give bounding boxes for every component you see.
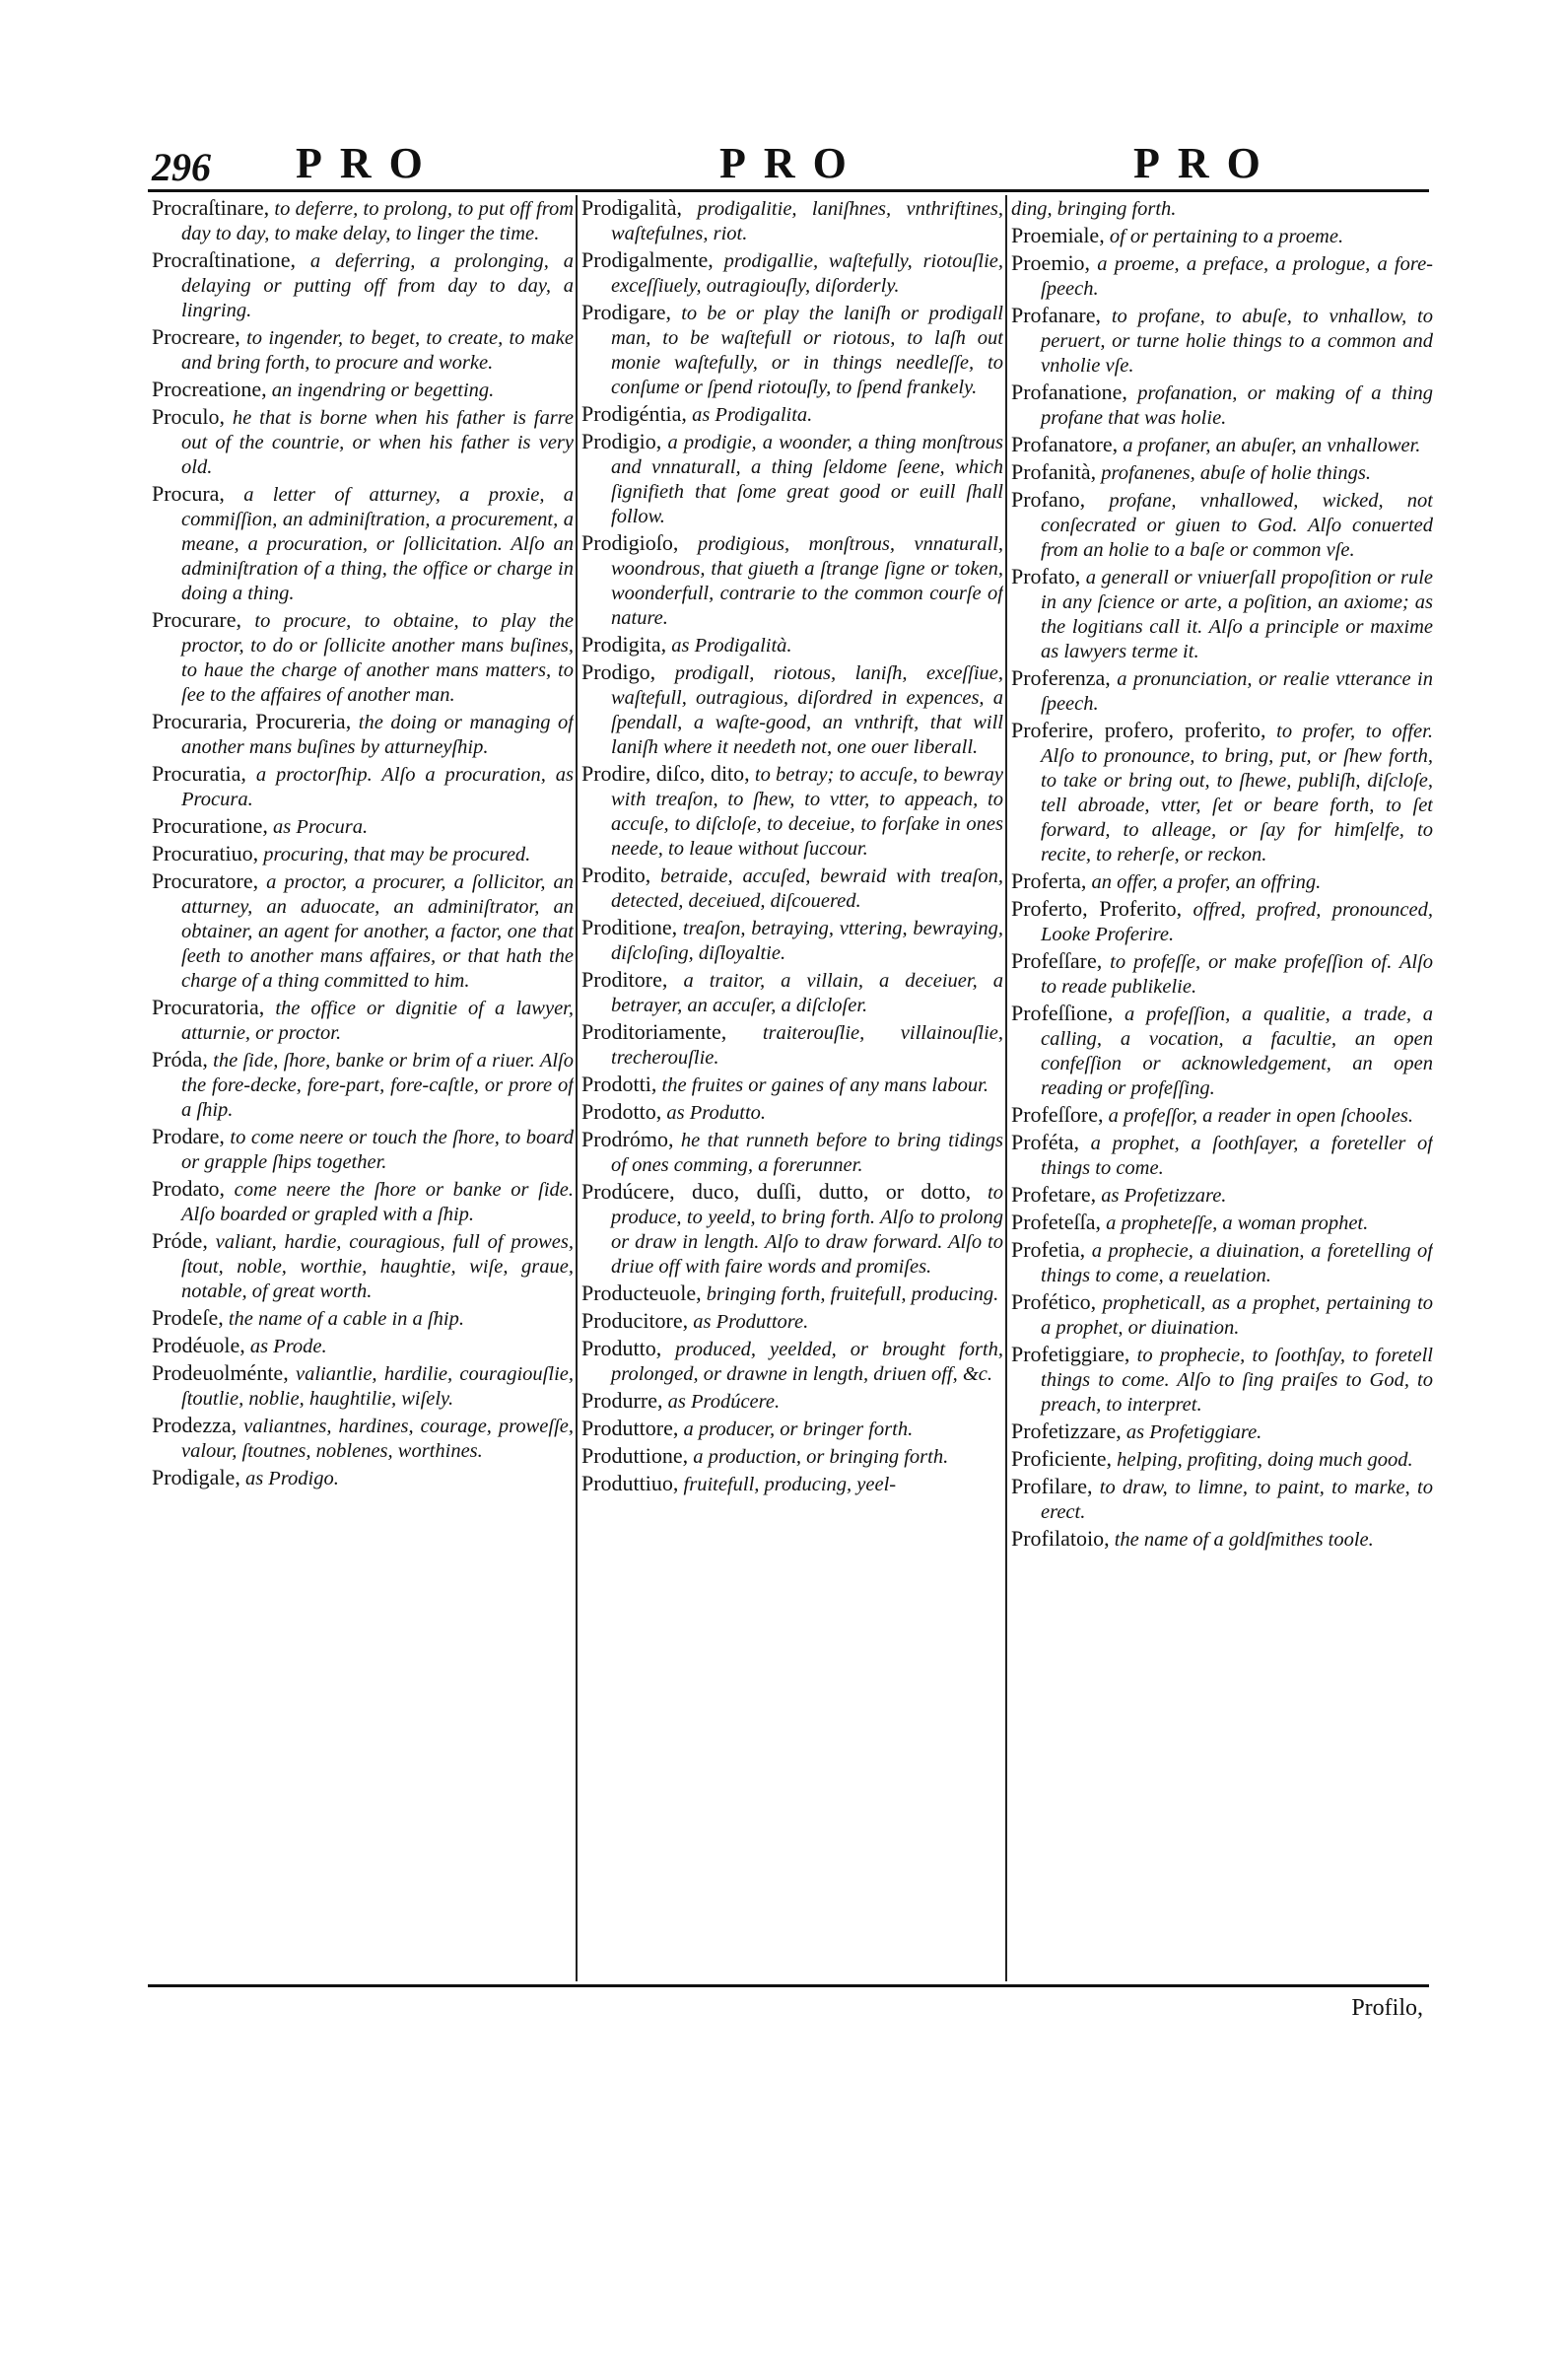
headword: Prodúcere, duco, duſſi, dutto, or dotto, xyxy=(581,1179,972,1204)
definition: a letter of atturney, a proxie, a commiſſion, an adminiſtration, a procurement, a meane, a procuration, or ſollicitation. Alſo an adminiſtration of a thing, the office or charge in doing a thing. xyxy=(181,484,574,604)
dictionary-entry xyxy=(152,709,574,760)
headword: Prodigioſo, xyxy=(581,530,679,555)
dictionary-entry xyxy=(152,995,574,1046)
headword: Profanatore, xyxy=(1011,432,1119,456)
dictionary-entry xyxy=(581,247,1003,299)
headword: Procraſtinare, xyxy=(152,195,270,220)
definition: traiterouſlie, villainouſlie, trecherouſlie. xyxy=(611,1022,1003,1069)
dictionary-entry xyxy=(581,1127,1003,1178)
headword: Produttione, xyxy=(581,1443,689,1468)
headword: Prodigéntia, xyxy=(581,401,687,426)
headword: Profano, xyxy=(1011,487,1086,512)
definition: profanation, or making of a thing profane that was holie. xyxy=(1041,382,1433,429)
headword: Procuratoria, xyxy=(152,995,265,1019)
definition: as Prodigalita. xyxy=(692,404,813,426)
definition: fruitefull, producing, yeel- xyxy=(683,1474,897,1495)
definition: ding, bringing forth. xyxy=(1011,198,1177,220)
definition: a production, or bringing forth. xyxy=(693,1446,949,1468)
definition: as Prodúcere. xyxy=(667,1391,781,1413)
dictionary-entry xyxy=(1011,1182,1433,1209)
definition: to be or play the laniſh or prodigall man, to be waſtefull or riotous, to laſh out monie waſtefully, or in things needleſſe, to conſume or ſpend riotouſly, to ſpend frankely. xyxy=(611,303,1003,398)
headword: Prodare, xyxy=(152,1124,225,1148)
headword: Prodito, xyxy=(581,863,651,887)
headword: Proféta, xyxy=(1011,1130,1080,1154)
dictionary-entry xyxy=(581,530,1003,631)
column-right xyxy=(1011,195,1433,1981)
definition: to profer, to offer. Alſo to pronounce, to bring, put, or ſhew forth, to take or bring out, to ſhewe, publiſh, diſcloſe, tell abroade, vtter, ſet or beare forth, to ſet forward, to alleage, or ſay for himſelfe, to recite, to reherſe, or reckon. xyxy=(1041,721,1433,865)
dictionary-entry xyxy=(1011,896,1433,947)
headword: Prodato, xyxy=(152,1176,225,1201)
headword: Proculo, xyxy=(152,404,225,429)
headword: Profeteſſa, xyxy=(1011,1210,1102,1234)
dictionary-entry xyxy=(1011,250,1433,302)
definition: a prodigie, a woonder, a thing monſtrous and vnnaturall, a thing ſeldome ſeene, which ſignifieth that ſome great good or euill ſhall follow. xyxy=(611,432,1003,527)
dictionary-entry xyxy=(1011,223,1433,249)
dictionary-entry xyxy=(581,1179,1003,1280)
dictionary-entry xyxy=(1011,303,1433,379)
dictionary-entry xyxy=(1011,718,1433,867)
dictionary-entry xyxy=(581,1308,1003,1335)
dictionary-entry xyxy=(581,300,1003,400)
dictionary-entry xyxy=(1011,195,1433,222)
dictionary-entry xyxy=(1011,1446,1433,1473)
definition: produced, yeelded, or brought forth, prolonged, or drawne in length, driuen off, &c. xyxy=(611,1339,1003,1385)
headword: Profilatoio, xyxy=(1011,1526,1110,1551)
headword: Profetizzare, xyxy=(1011,1419,1122,1443)
dictionary-entry xyxy=(152,1360,574,1412)
dictionary-entry xyxy=(1011,1419,1433,1445)
running-head-right: PRO xyxy=(1133,139,1278,187)
dictionary-entry xyxy=(1011,1102,1433,1129)
page-number: 296 xyxy=(152,145,211,189)
definition: as Profetizzare. xyxy=(1101,1185,1227,1207)
headword: Produttiuo, xyxy=(581,1471,679,1495)
dictionary-entry xyxy=(152,841,574,867)
headword: Procuratione, xyxy=(152,813,268,838)
definition: to procure, to obtaine, to play the proctor, to do or ſollicite another mans buſines, to haue the charge of another mans matters, to ſee to the affaires of another man. xyxy=(181,610,574,706)
headword: Proditore, xyxy=(581,967,668,992)
headword: Prodéuole, xyxy=(152,1333,245,1357)
dictionary-entry xyxy=(152,481,574,606)
definition: the ſide, ſhore, banke or brim of a riuer. Alſo the fore-decke, fore-part, fore-caſtle, or prore of a ſhip. xyxy=(181,1050,574,1121)
definition: prodigallie, waſtefully, riotouſlie, exceſſiuely, outragiouſly, diſorderly. xyxy=(611,250,1003,297)
definition: a propheteſſe, a woman prophet. xyxy=(1106,1212,1369,1234)
dictionary-entry xyxy=(1011,665,1433,717)
headword: Procuratiuo, xyxy=(152,841,259,865)
column-left xyxy=(152,195,574,1981)
definition: a proctorſhip. Alſo a procuration, as Procura. xyxy=(181,764,574,810)
definition: of or pertaining to a proeme. xyxy=(1109,226,1344,247)
definition: helping, profiting, doing much good. xyxy=(1117,1449,1413,1471)
definition: as Prodigalità. xyxy=(671,635,792,657)
definition: as Prode. xyxy=(249,1336,327,1357)
dictionary-entry xyxy=(581,863,1003,914)
definition: as Procura. xyxy=(273,816,369,838)
definition: prodigall, riotous, laniſh, exceſſiue, waſtefull, outragious, diſordred in expences, a ſpendall, a waſte-good, an vnthrift, that will laniſh where it needeth not, one ouer liberall. xyxy=(611,662,1003,758)
definition: as Produtto. xyxy=(666,1102,767,1124)
definition: a generall or vniuerſall propoſition or rule in any ſcience or arte, a poſition, an axiome; as the logitians call it. Alſo a principle or maxime as lawyers terme it. xyxy=(1041,567,1433,662)
definition: propheticall, as a prophet, pertaining to a prophet, or diuination. xyxy=(1041,1292,1433,1339)
definition: an ingendring or begetting. xyxy=(271,380,495,401)
headword: Prodezza, xyxy=(152,1413,238,1437)
definition: to draw, to limne, to paint, to marke, to erect. xyxy=(1041,1477,1433,1523)
definition: a prophet, a ſoothſayer, a foreteller of things to come. xyxy=(1041,1133,1433,1179)
dictionary-entry xyxy=(581,915,1003,966)
headword: Produtto, xyxy=(581,1336,662,1360)
definition: valiantnes, hardines, courage, proweſſe, valour, ſtoutnes, noblenes, worthines. xyxy=(181,1416,574,1462)
headword: Próda, xyxy=(152,1047,208,1072)
headword: Prodrómo, xyxy=(581,1127,674,1151)
dictionary-entry xyxy=(1011,1526,1433,1553)
definition: come neere the ſhore or banke or ſide. Alſo boarded or grapled with a ſhip. xyxy=(181,1179,574,1225)
headword: Procreare, xyxy=(152,324,240,349)
headword: Profético, xyxy=(1011,1289,1097,1314)
headword: Proditione, xyxy=(581,915,678,939)
catchword: Profilo, xyxy=(1351,1995,1423,2021)
dictionary-entry xyxy=(152,1124,574,1175)
definition: offred, profred, pronounced, Looke Proferire. xyxy=(1041,899,1433,945)
dictionary-entry xyxy=(152,377,574,403)
column-rule xyxy=(1005,195,1007,1981)
headword: Prodeſe, xyxy=(152,1305,224,1330)
headword: Próde, xyxy=(152,1228,208,1253)
dictionary-entry xyxy=(1011,564,1433,664)
dictionary-entry xyxy=(1011,868,1433,895)
definition: betraide, accuſed, bewraid with treaſon, detected, deceiued, diſcouered. xyxy=(611,865,1003,912)
dictionary-entry xyxy=(1011,380,1433,431)
dictionary-entry xyxy=(581,429,1003,529)
definition: procuring, that may be procured. xyxy=(263,844,531,865)
definition: a proctor, a procurer, a ſollicitor, an atturney, an aduocate, an adminiſtrator, an obtainer, an agent for another, a factor, one that ſeeth to another mans affaires, or that hath the charge of a thing committed to him. xyxy=(181,871,574,992)
dictionary-entry xyxy=(152,1047,574,1123)
definition: he that is borne when his father is farre out of the countrie, or when his father is very old. xyxy=(181,407,574,478)
headword: Prodotti, xyxy=(581,1072,657,1096)
headword: Produrre, xyxy=(581,1388,663,1413)
definition: a proeme, a preface, a prologue, a fore-ſpeech. xyxy=(1041,253,1433,300)
dictionary-entry xyxy=(581,632,1003,658)
dictionary-entry xyxy=(1011,1237,1433,1288)
dictionary-entry xyxy=(152,1305,574,1332)
dictionary-entry xyxy=(1011,459,1433,486)
headword: Proficiente, xyxy=(1011,1446,1113,1471)
dictionary-entry xyxy=(581,1471,1003,1497)
definition: treaſon, betraying, vttering, bewraying, diſcloſing, diſloyaltie. xyxy=(611,918,1003,964)
column-middle xyxy=(581,195,1003,1981)
dictionary-entry xyxy=(581,1416,1003,1442)
dictionary-entry xyxy=(152,324,574,376)
dictionary-entry xyxy=(1011,432,1433,458)
headword: Profeſſione, xyxy=(1011,1001,1114,1025)
definition: to profane, to abuſe, to vnhallow, to peruert, or turne holie things to a common and vnholie vſe. xyxy=(1041,306,1433,377)
dictionary-entry xyxy=(581,1019,1003,1071)
definition: as Produttore. xyxy=(693,1311,809,1333)
headword: Prodigale, xyxy=(152,1465,240,1489)
headword: Prodigita, xyxy=(581,632,667,657)
running-head-middle: PRO xyxy=(719,139,864,187)
headword: Proferenza, xyxy=(1011,665,1111,690)
definition: the name of a cable in a ſhip. xyxy=(228,1308,464,1330)
definition: the doing or managing of another mans buſines by atturneyſhip. xyxy=(181,712,574,758)
definition: an offer, a profer, an offring. xyxy=(1091,871,1322,893)
dictionary-entry xyxy=(1011,948,1433,1000)
headword: Prodigare, xyxy=(581,300,672,324)
definition: the fruites or gaines of any mans labour. xyxy=(661,1074,989,1096)
headword: Procreatione, xyxy=(152,377,267,401)
headword: Profeſſare, xyxy=(1011,948,1103,973)
headword: Producteuole, xyxy=(581,1280,702,1305)
definition: as Profetiggiare. xyxy=(1125,1421,1262,1443)
dictionary-entry xyxy=(152,607,574,708)
dictionary-entry xyxy=(581,967,1003,1018)
headword: Procurare, xyxy=(152,607,242,632)
definition: to come neere or touch the ſhore, to board or grapple ſhips together. xyxy=(181,1127,574,1173)
headword: Prodotto, xyxy=(581,1099,662,1124)
definition: to produce, to yeeld, to bring forth. Alſo to prolong or draw in length. Alſo to draw forward. Alſo to driue off with faire words and promiſes. xyxy=(611,1182,1003,1278)
definition: to profeſſe, or make profeſſion of. Alſo to reade publikelie. xyxy=(1041,951,1433,998)
dictionary-entry xyxy=(581,1099,1003,1126)
definition: to ingender, to beget, to create, to make and bring forth, to procure and worke. xyxy=(181,327,574,374)
headword: Prodeuolménte, xyxy=(152,1360,289,1385)
headword: Profetare, xyxy=(1011,1182,1097,1207)
running-head-left: PRO xyxy=(296,139,441,187)
dictionary-entry xyxy=(1011,1001,1433,1101)
headword: Procura, xyxy=(152,481,225,506)
definition: to deferre, to prolong, to put off from day to day, to make delay, to linger the time. xyxy=(181,198,574,244)
headword: Producitore, xyxy=(581,1308,689,1333)
dictionary-entry xyxy=(152,1228,574,1304)
dictionary-entry xyxy=(152,1333,574,1359)
definition: profane, vnhallowed, wicked, not conſecrated or giuen to God. Alſo conuerted from an holie to a baſe or common vſe. xyxy=(1041,490,1433,561)
headword: Proemiale, xyxy=(1011,223,1105,247)
dictionary-entry xyxy=(581,1336,1003,1387)
dictionary-entry xyxy=(152,195,574,246)
definition: a prophecie, a diuination, a foretelling of things to come, a reuelation. xyxy=(1041,1240,1433,1286)
headword: Prodigalmente, xyxy=(581,247,714,272)
definition: a producer, or bringer forth. xyxy=(683,1419,914,1440)
headword: Profanità, xyxy=(1011,459,1097,484)
dictionary-entry xyxy=(581,1072,1003,1098)
definition: he that runneth before to bring tidings of ones comming, a forerunner. xyxy=(611,1130,1003,1176)
dictionary-entry xyxy=(1011,1210,1433,1236)
headword: Produttore, xyxy=(581,1416,679,1440)
headword: Profeſſore, xyxy=(1011,1102,1104,1127)
headword: Procuraria, Procureria, xyxy=(152,709,352,733)
dictionary-entry xyxy=(581,1443,1003,1470)
headword: Profanatione, xyxy=(1011,380,1127,404)
headword: Procraſtinatione, xyxy=(152,247,297,272)
definition: the name of a goldſmithes toole. xyxy=(1114,1529,1374,1551)
dictionary-entry xyxy=(1011,1342,1433,1418)
dictionary-entry xyxy=(581,195,1003,246)
dictionary-entry xyxy=(152,404,574,480)
dictionary-entry xyxy=(152,761,574,812)
definition: as Prodigo. xyxy=(244,1468,339,1489)
dictionary-entry xyxy=(1011,1289,1433,1341)
columns-area xyxy=(148,195,1433,2021)
definition: valiantlie, hardilie, couragiouſlie, ſtoutlie, noblie, haughtilie, wiſely. xyxy=(181,1363,574,1410)
headword: Prodigio, xyxy=(581,429,662,453)
definition: to prophecie, to ſoothſay, to foretell things to come. Alſo to ſing praiſes to God, to preach, to interpret. xyxy=(1041,1345,1433,1416)
definition: a profeſſion, a qualitie, a trade, a calling, a vocation, a facultie, an open confeſſion or acknowledgement, an open reading or profeſſing. xyxy=(1041,1003,1433,1099)
headword: Proferta, xyxy=(1011,868,1087,893)
dictionary-entry xyxy=(1011,1474,1433,1525)
dictionary-entry xyxy=(152,813,574,840)
definition: bringing forth, fruitefull, producing. xyxy=(706,1283,999,1305)
definition: a traitor, a villain, a deceiuer, a betrayer, an accuſer, a diſcloſer. xyxy=(611,970,1003,1016)
page-header xyxy=(148,138,1429,192)
definition: a deferring, a prolonging, a delaying or putting off from day to day, a lingring. xyxy=(181,250,574,321)
headword: Prodire, diſco, dito, xyxy=(581,761,750,786)
dictionary-entry xyxy=(581,761,1003,862)
dictionary-entry xyxy=(1011,487,1433,563)
dictionary-entry xyxy=(152,1413,574,1464)
headword: Profanare, xyxy=(1011,303,1102,327)
headword: Proditoriamente, xyxy=(581,1019,727,1044)
headword: Profetia, xyxy=(1011,1237,1086,1262)
dictionary-entry xyxy=(581,401,1003,428)
headword: Prodigalità, xyxy=(581,195,683,220)
headword: Profetiggiare, xyxy=(1011,1342,1130,1366)
dictionary-entry xyxy=(152,1465,574,1491)
headword: Proferire, profero, proferito, xyxy=(1011,718,1266,742)
headword: Prodigo, xyxy=(581,659,656,684)
column-rule xyxy=(576,195,578,1981)
headword: Profilare, xyxy=(1011,1474,1093,1498)
definition: a profeſſor, a reader in open ſchooles. xyxy=(1108,1105,1413,1127)
headword: Procuratia, xyxy=(152,761,246,786)
definition: a pronunciation, or realie vtterance in ſpeech. xyxy=(1041,668,1433,715)
dictionary-entry xyxy=(581,1280,1003,1307)
dictionary-entry xyxy=(581,1388,1003,1415)
definition: prodigalitie, laniſhnes, vnthriftines, waſtefulnes, riot. xyxy=(611,198,1003,244)
headword: Proferto, Proferito, xyxy=(1011,896,1183,921)
headword: Procuratore, xyxy=(152,868,259,893)
definition: a profaner, an abuſer, an vnhallower. xyxy=(1123,435,1421,456)
headword: Profato, xyxy=(1011,564,1081,588)
definition: the office or dignitie of a lawyer, atturnie, or proctor. xyxy=(181,998,574,1044)
definition: profanenes, abuſe of holie things. xyxy=(1101,462,1371,484)
definition: valiant, hardie, couragious, full of prowes, ſtout, noble, worthie, haughtie, wiſe, graue, notable, of great worth. xyxy=(181,1231,574,1302)
dictionary-page xyxy=(148,138,1433,2021)
dictionary-entry xyxy=(152,247,574,323)
dictionary-entry xyxy=(152,1176,574,1227)
dictionary-entry xyxy=(1011,1130,1433,1181)
definition: to betray; to accuſe, to bewray with treaſon, to ſhew, to vtter, to appeach, to accuſe, to diſcloſe, to deceiue, to forſake in ones neede, to leaue without ſuccour. xyxy=(611,764,1003,860)
definition: prodigious, monſtrous, vnnaturall, woondrous, that giueth a ſtrange ſigne or token, woonderfull, contrarie to the common courſe of nature. xyxy=(611,533,1003,629)
dictionary-entry xyxy=(152,868,574,994)
dictionary-entry xyxy=(581,659,1003,760)
headword: Proemio, xyxy=(1011,250,1091,275)
